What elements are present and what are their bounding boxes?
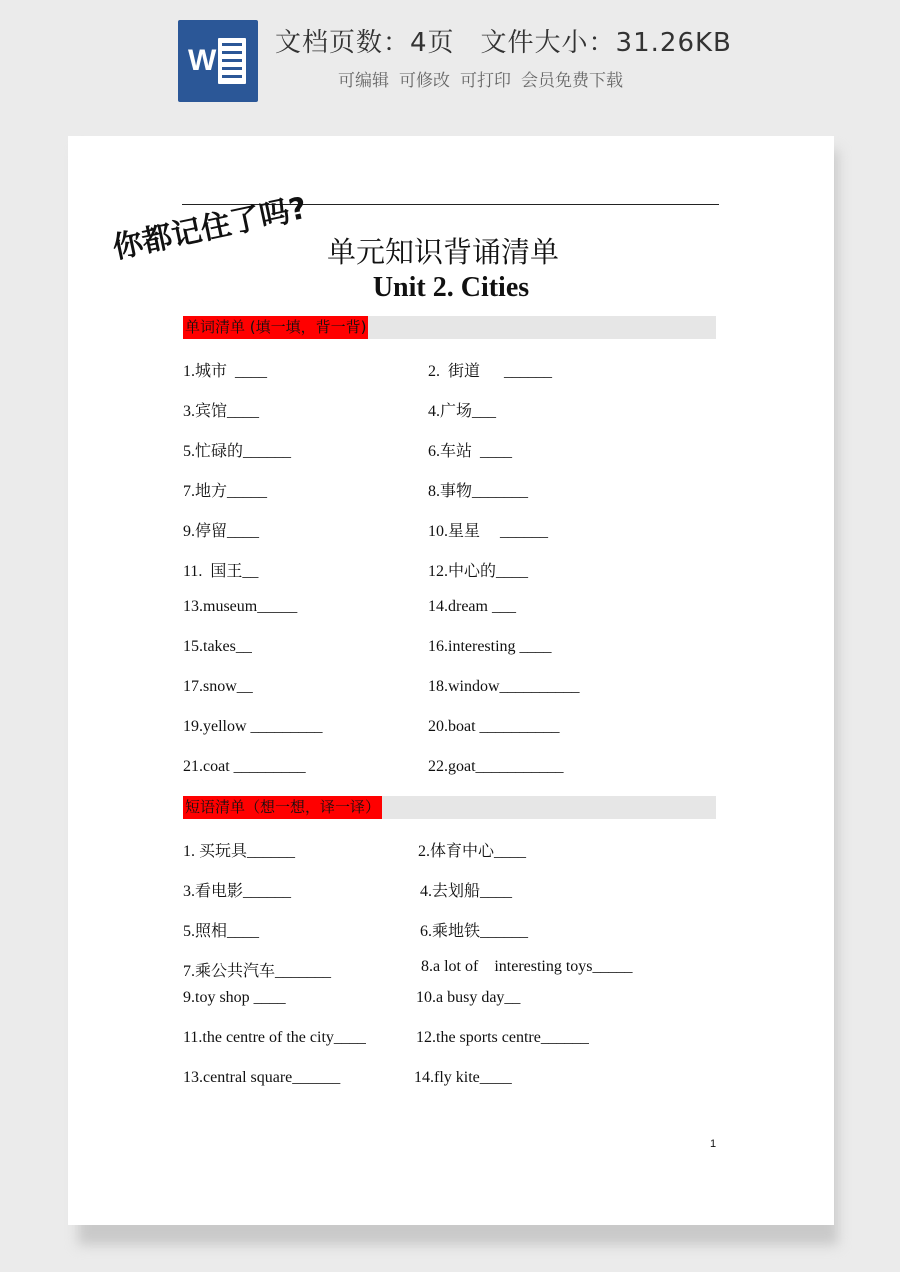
stamp-text: 你都记住了吗? — [109, 190, 311, 267]
vocab-item: 18.window__________ — [428, 678, 580, 695]
vocab-item: 11. 国王__ — [183, 563, 259, 580]
document-info — [275, 22, 758, 59]
page-count: 文档页数：4页 — [275, 28, 455, 58]
vocab-item: 21.coat _________ — [183, 758, 306, 775]
vocab-item: 16.interesting ____ — [428, 638, 552, 655]
document-page — [68, 136, 834, 1225]
vocab-item: 8.事物_______ — [428, 483, 529, 500]
file-size: 文件大小：31.26KB — [480, 28, 732, 58]
phrase-item: 5.照相____ — [183, 923, 260, 940]
vocab-item: 5.忙碌的______ — [183, 443, 292, 460]
feature-editable: 可编辑 — [338, 71, 389, 91]
phrase-item: 8.a lot of interesting toys_____ — [421, 958, 633, 975]
document-title: 单元知识背诵清单 — [327, 235, 560, 269]
phrase-item: 3.看电影______ — [183, 883, 292, 900]
vocab-item: 15.takes__ — [183, 638, 252, 655]
vocab-section-label: 单词清单 (填一填，背一背) — [183, 316, 368, 339]
phrase-item: 13.central square______ — [183, 1069, 341, 1086]
phrase-section-header — [183, 796, 716, 819]
unit-title: Unit 2. Cities — [372, 272, 530, 303]
vocab-item: 7.地方_____ — [183, 483, 268, 500]
feature-modifiable: 可修改 — [399, 71, 450, 91]
vocab-item: 9.停留____ — [183, 523, 260, 540]
vocab-item: 12.中心的____ — [428, 563, 529, 580]
phrase-item: 6.乘地铁______ — [420, 923, 529, 940]
phrase-item: 9.toy shop ____ — [183, 989, 286, 1006]
phrase-section-label: 短语清单（想一想，译一译） — [183, 796, 382, 819]
feature-member-download: 会员免费下载 — [521, 71, 623, 91]
vocab-item: 3.宾馆____ — [183, 403, 260, 420]
page-number: 1 — [710, 1138, 717, 1150]
phrase-item: 2.体育中心____ — [418, 843, 527, 860]
phrase-item: 10.a busy day__ — [416, 989, 521, 1006]
vocab-item: 14.dream ___ — [428, 598, 516, 615]
vocab-item: 4.广场___ — [428, 403, 497, 420]
feature-printable: 可打印 — [460, 71, 511, 91]
vocab-item: 20.boat __________ — [428, 718, 560, 735]
vocab-section-header — [183, 316, 716, 339]
feature-list — [338, 66, 633, 91]
phrase-item: 12.the sports centre______ — [416, 1029, 589, 1046]
phrase-item: 4.去划船____ — [420, 883, 513, 900]
vocab-item: 6.车站 ____ — [428, 443, 513, 460]
vocab-item: 22.goat___________ — [428, 758, 564, 775]
vocab-item: 17.snow__ — [183, 678, 253, 695]
phrase-item: 1. 买玩具______ — [183, 843, 296, 860]
vocab-item: 2. 街道 ______ — [428, 363, 553, 380]
vocab-item: 13.museum_____ — [183, 598, 298, 615]
phrase-item: 14.fly kite____ — [414, 1069, 512, 1086]
download-banner — [0, 0, 900, 125]
phrase-item: 7.乘公共汽车_______ — [183, 963, 332, 980]
vocab-item: 19.yellow _________ — [183, 718, 323, 735]
word-document-icon: W — [178, 20, 258, 102]
phrase-item: 11.the centre of the city____ — [183, 1029, 366, 1046]
vocab-item: 10.星星 ______ — [428, 523, 549, 540]
vocab-item: 1.城市 ____ — [183, 363, 268, 380]
